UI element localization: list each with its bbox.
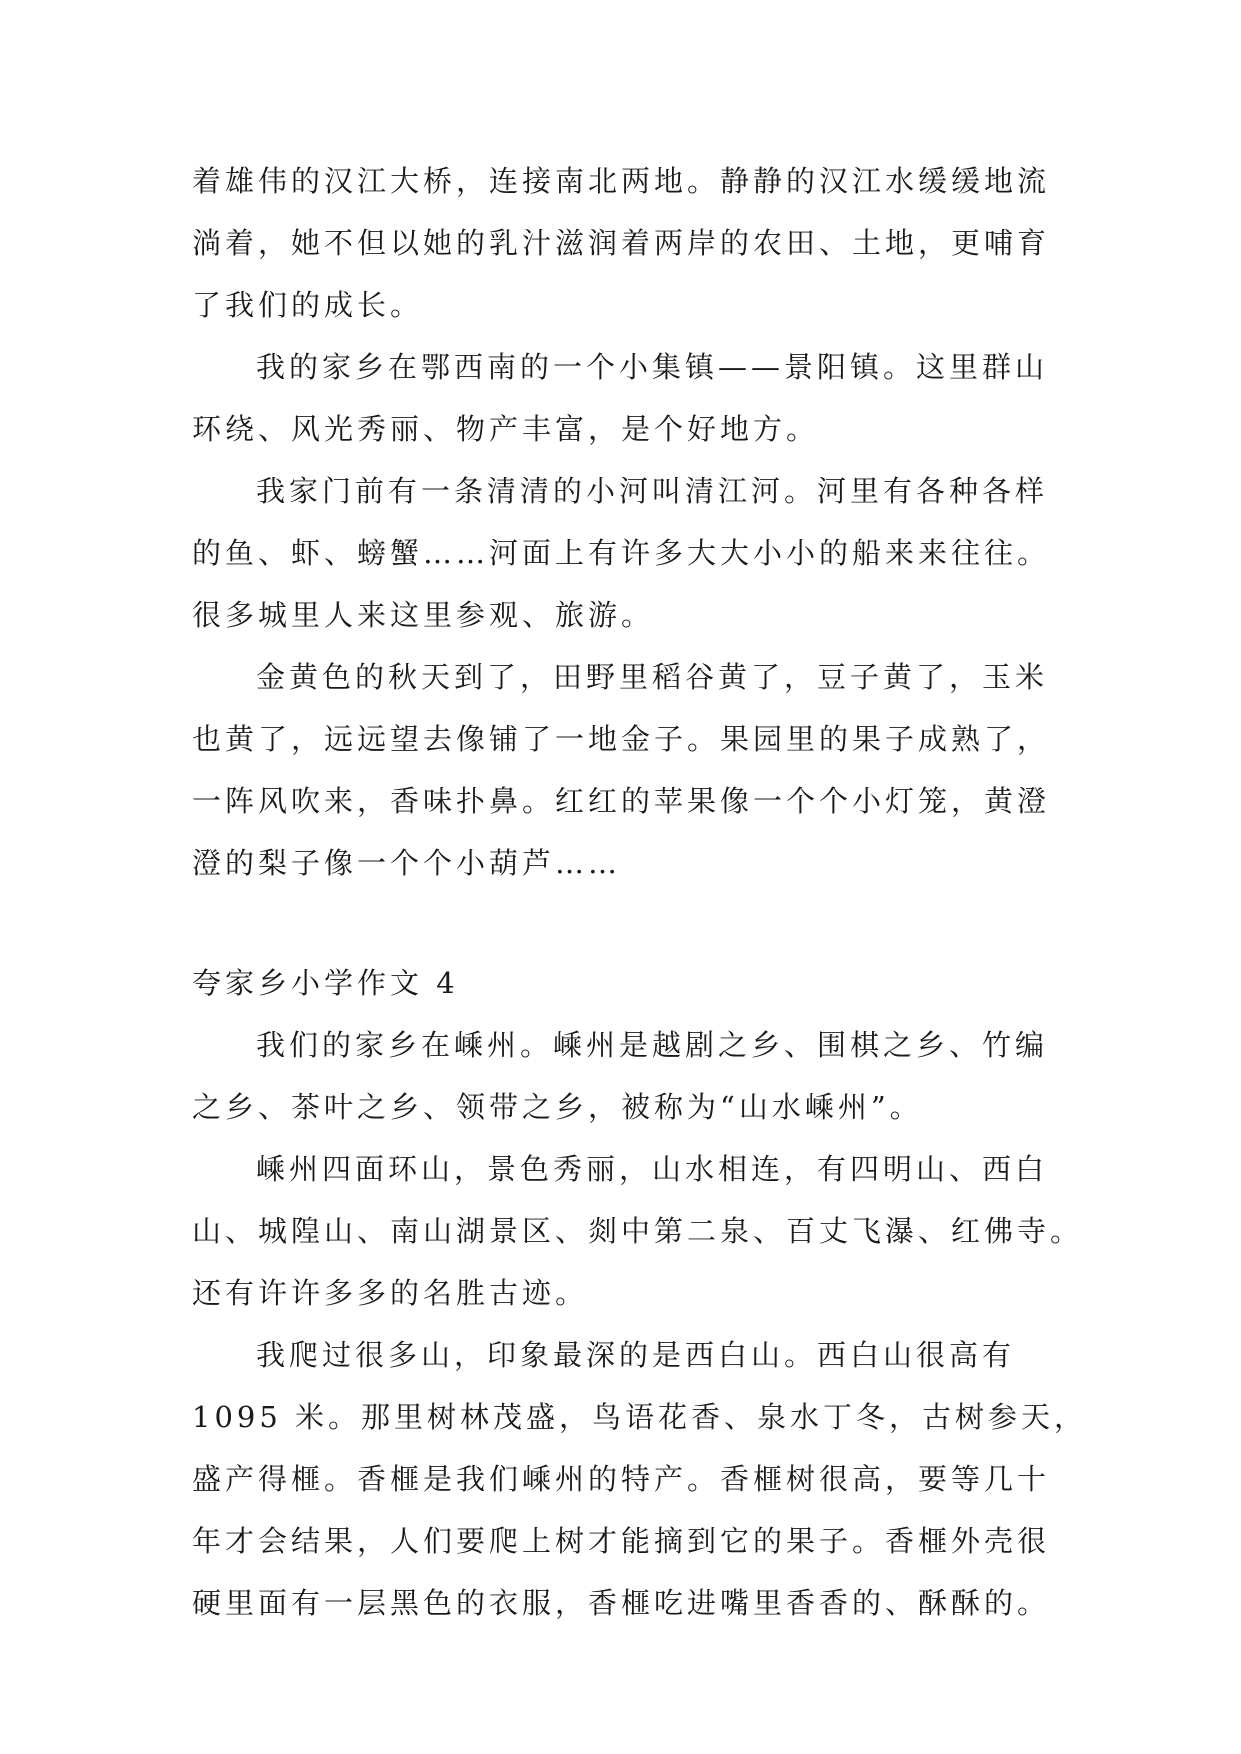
text-line: 一阵风吹来，香味扑鼻。红红的苹果像一个个小灯笼，黄澄	[192, 784, 1051, 818]
text-line: 盛产得榧。香榧是我们嵊州的特产。香榧树很高，要等几十	[192, 1462, 1051, 1496]
text-line: 环绕、风光秀丽、物产丰富，是个好地方。	[192, 412, 820, 446]
text-line: 我们的家乡在嵊州。嵊州是越剧之乡、围棋之乡、竹编	[256, 1028, 1049, 1062]
text-line: 1095 米。那里树林茂盛，鸟语花香、泉水丁冬，古树参天，	[192, 1400, 1088, 1434]
text-line: 澄的梨子像一个个小葫芦……	[192, 846, 622, 880]
paragraph	[192, 336, 1072, 460]
text-line: 还有许许多多的名胜古迹。	[192, 1276, 589, 1310]
paragraph	[192, 460, 1072, 646]
text-line: 我爬过很多山，印象最深的是西白山。西白山很高有	[256, 1338, 1016, 1372]
paragraph	[192, 646, 1072, 894]
text-line: 的鱼、虾、螃蟹……河面上有许多大大小小的船来来往往。	[192, 536, 1051, 570]
text-line: 嵊州四面环山，景色秀丽，山水相连，有四明山、西白	[256, 1152, 1049, 1186]
text-line: 我的家乡在鄂西南的一个小集镇——景阳镇。这里群山	[256, 350, 1049, 384]
text-line: 硬里面有一层黑色的衣服，香榧吃进嘴里香香的、酥酥的。	[192, 1586, 1051, 1620]
section-title: 夸家乡小学作文 4	[192, 966, 459, 1000]
text-line: 我家门前有一条清清的小河叫清江河。河里有各种各样	[256, 474, 1049, 508]
text-line: 山、城隍山、南山湖景区、剡中第二泉、百丈飞瀑、红佛寺。	[192, 1214, 1084, 1248]
text-line: 金黄色的秋天到了，田野里稻谷黄了，豆子黄了，玉米	[256, 660, 1049, 694]
text-line: 淌着，她不但以她的乳汁滋润着两岸的农田、土地，更哺育	[192, 226, 1051, 260]
text-line: 着雄伟的汉江大桥，连接南北两地。静静的汉江水缓缓地流	[192, 164, 1051, 198]
paragraph	[192, 1138, 1084, 1324]
text-line: 很多城里人来这里参观、旅游。	[192, 598, 655, 632]
document-page	[192, 150, 1088, 1634]
text-line: 年才会结果，人们要爬上树才能摘到它的果子。香榧外壳很	[192, 1524, 1051, 1558]
text-line: 也黄了，远远望去像铺了一地金子。果园里的果子成熟了，	[192, 722, 1051, 756]
text-line: 了我们的成长。	[192, 288, 424, 322]
paragraph	[192, 1324, 1088, 1634]
section-gap	[192, 894, 1072, 952]
paragraph	[192, 1014, 1072, 1138]
text-line: 之乡、茶叶之乡、领带之乡，被称为“山水嵊州”。	[192, 1090, 923, 1124]
paragraph	[192, 150, 1072, 336]
